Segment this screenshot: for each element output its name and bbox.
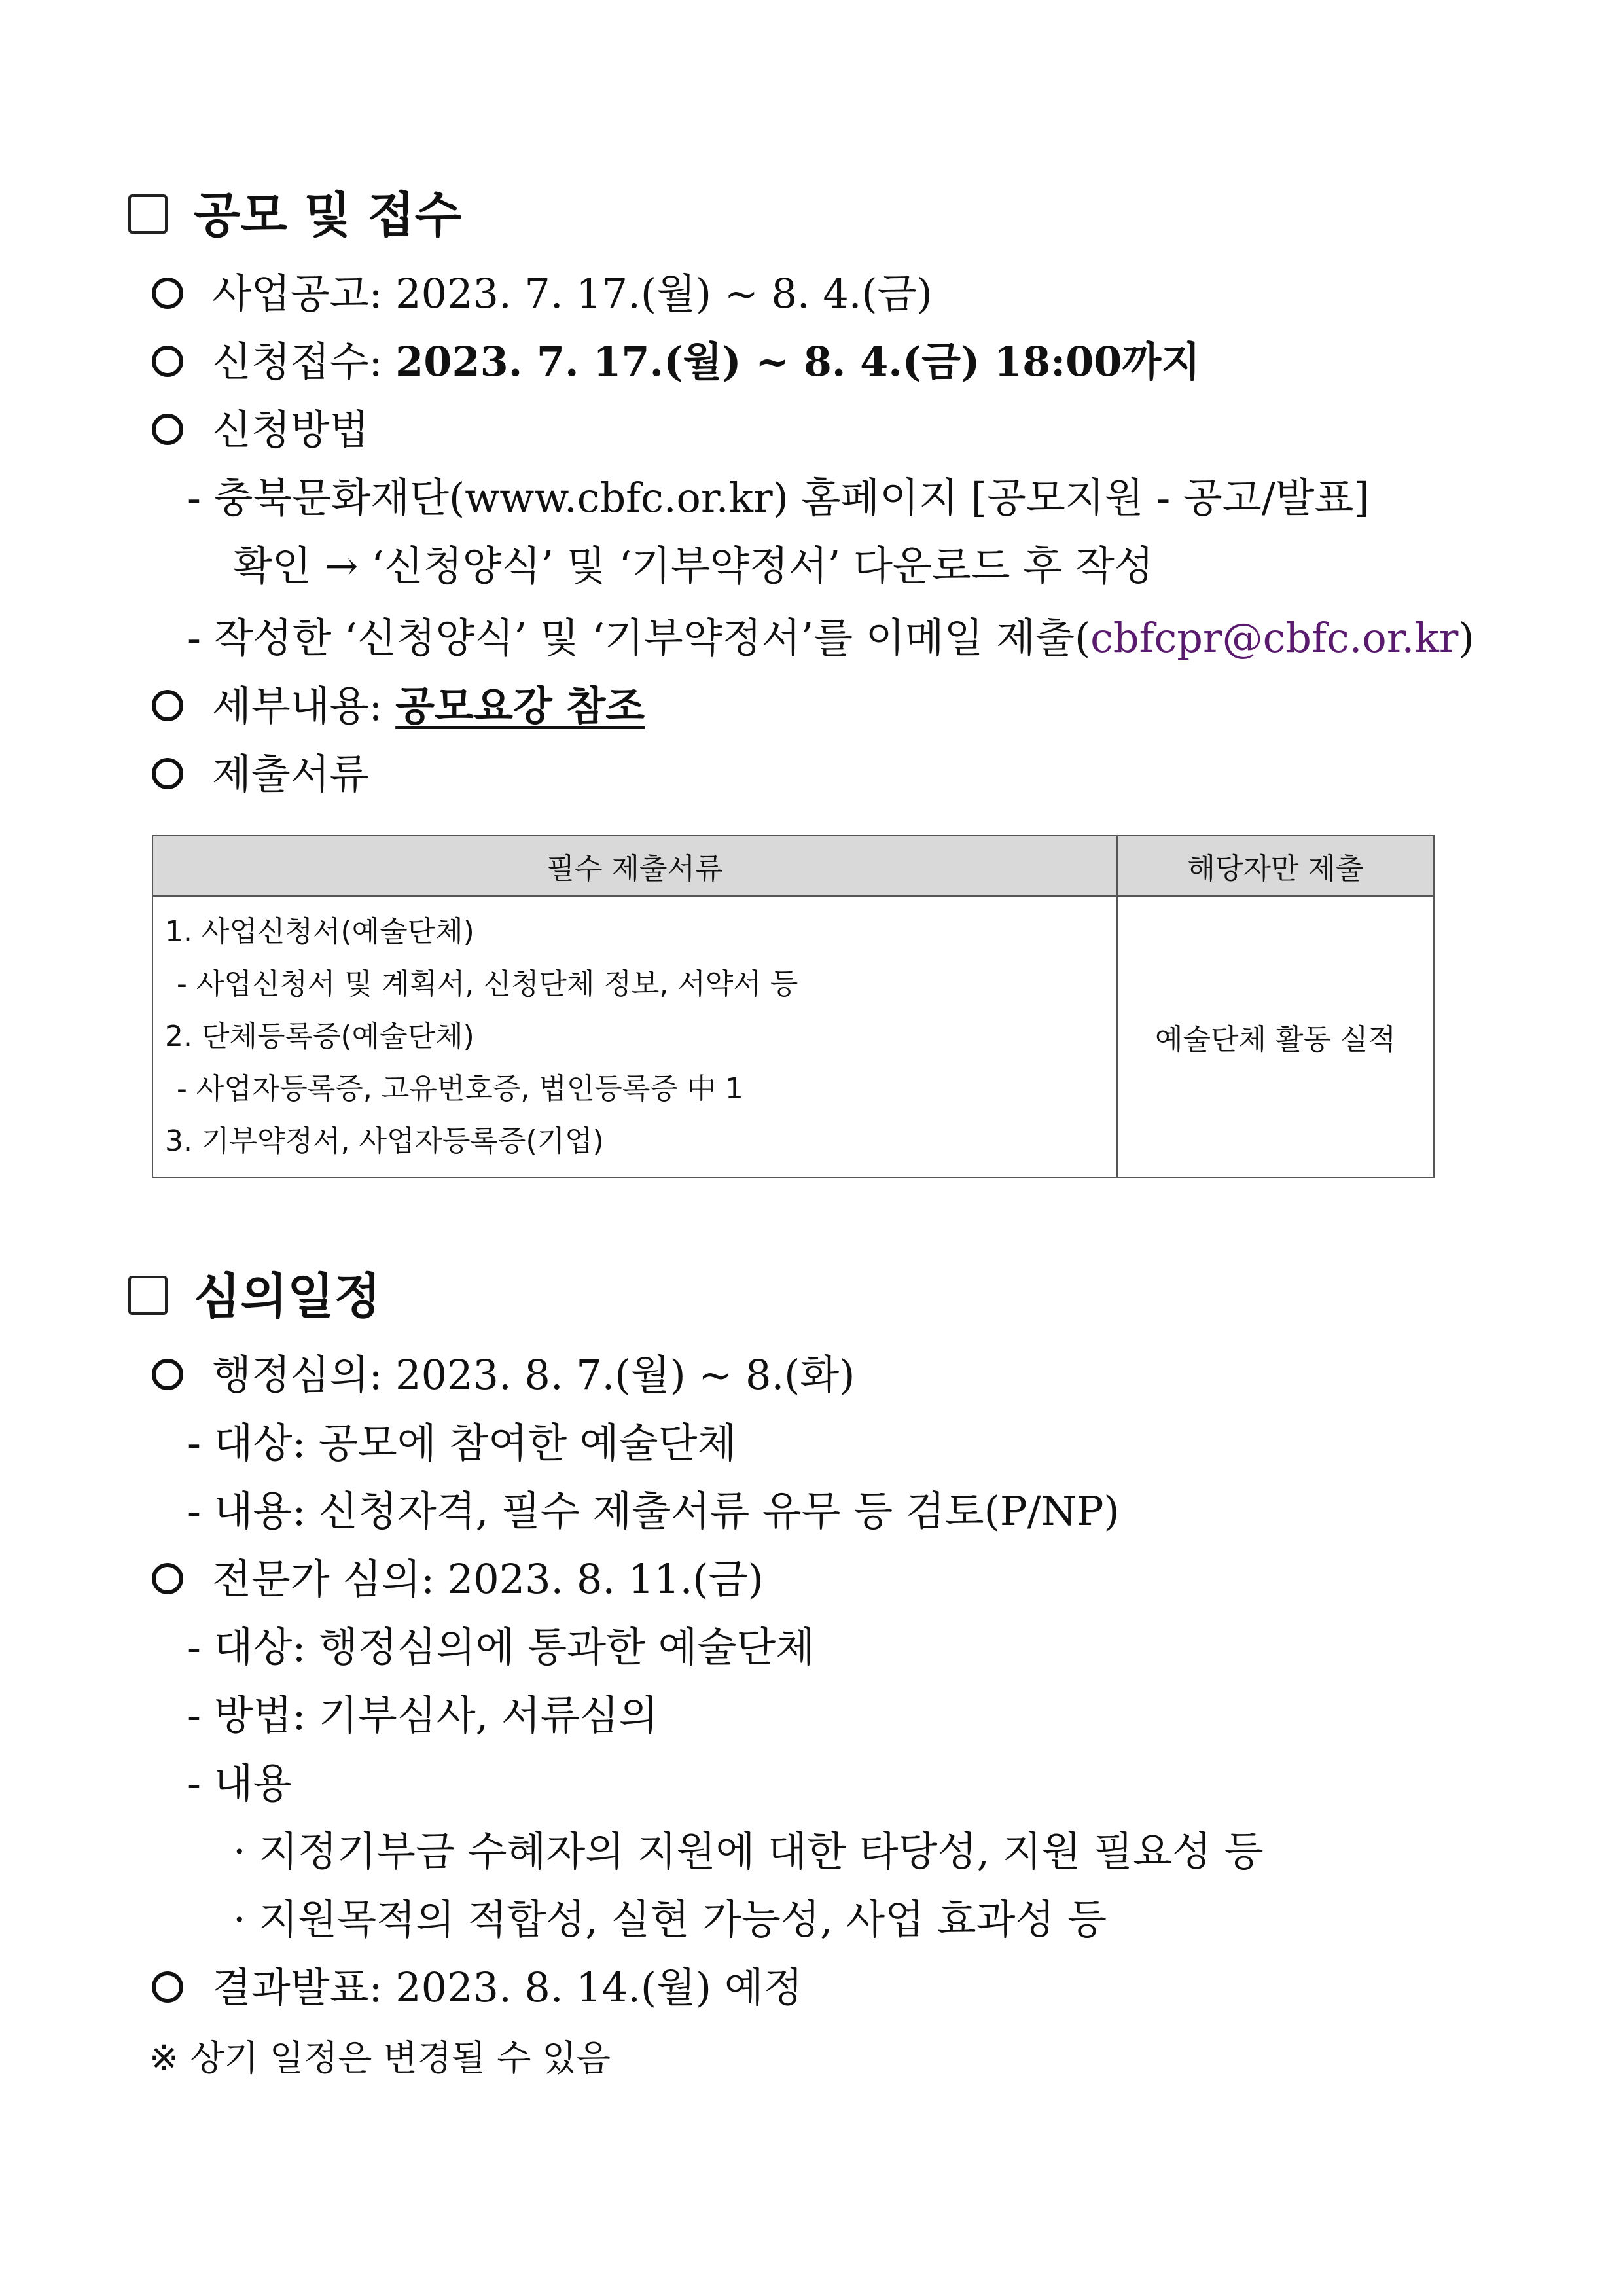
method-line-email: - 작성한 ‘신청양식’ 및 ‘기부약정서’를 이메일 제출(cbfcpr@cbfc.or.kr) (187, 614, 1474, 662)
item-announcement: 사업공고: 2023. 7. 17.(월) ~ 8. 4.(금) (152, 274, 933, 314)
item-application-method: 신청방법 (152, 410, 369, 450)
list-item: 1. 사업신청서(예술단체) (165, 915, 474, 948)
checkbox-square-icon (128, 1276, 168, 1315)
item-expert-review: 전문가 심의: 2023. 8. 11.(금) (152, 1559, 764, 1600)
method-line-download: 확인 → ‘신청양식’ 및 ‘기부약정서’ 다운로드 후 작성 (233, 542, 1154, 590)
list-item: 3. 기부약정서, 사업자등록증(기업) (165, 1124, 604, 1158)
item-details: 세부내용: 공모요강 참조 (152, 686, 645, 726)
circle-bullet-icon (152, 1563, 183, 1594)
expert-review-content: - 내용 (187, 1759, 293, 1807)
table-header-row (152, 836, 1434, 896)
item-documents: 제출서류 (152, 754, 369, 795)
circle-bullet-icon (152, 758, 183, 789)
circle-bullet-icon (152, 1359, 183, 1390)
item-result-announcement: 결과발표: 2023. 8. 14.(월) 예정 (152, 1967, 803, 2008)
list-item: - 사업자등록증, 고유번호증, 법인등록증 中 1 (177, 1072, 743, 1105)
schedule-change-note: ※ 상기 일정은 변경될 수 있음 (149, 2037, 611, 2079)
table-row (152, 896, 1434, 1177)
circle-bullet-icon (152, 690, 183, 721)
circle-bullet-icon (152, 1971, 183, 2003)
item-admin-review: 행정심의: 2023. 8. 7.(월) ~ 8.(화) (152, 1355, 855, 1395)
optional-documents-cell: 예술단체 활동 실적 (1117, 896, 1434, 1177)
section-heading-review: 심의일정 (128, 1272, 381, 1321)
required-documents-cell (152, 896, 1117, 1177)
email-link[interactable]: cbfcpr@cbfc.or.kr (1090, 614, 1459, 662)
admin-review-content: - 내용: 신청자격, 필수 제출서류 유무 등 검토(P/NP) (187, 1487, 1120, 1535)
header-required-documents: 필수 제출서류 (152, 836, 1117, 896)
documents-table (152, 835, 1435, 1178)
section-heading-application: 공모 및 접수 (128, 191, 461, 240)
expert-review-point: · 지정기부금 수혜자의 지원에 대한 타당성, 지원 필요성 등 (233, 1827, 1264, 1875)
circle-bullet-icon (152, 414, 183, 445)
checkbox-square-icon (128, 194, 168, 234)
circle-bullet-icon (152, 278, 183, 309)
circle-bullet-icon (152, 346, 183, 377)
method-line-homepage: - 충북문화재단(www.cbfc.or.kr) 홈페이지 [공모지원 - 공고/발표] (187, 474, 1370, 522)
header-optional-documents: 해당자만 제출 (1117, 836, 1434, 896)
guideline-reference-link[interactable]: 공모요강 참조 (395, 682, 645, 730)
expert-review-method: - 방법: 기부심사, 서류심의 (187, 1691, 658, 1739)
item-application-period: 신청접수: 2023. 7. 17.(월) ~ 8. 4.(금) 18:00까지 (152, 342, 1200, 382)
list-item: 2. 단체등록증(예술단체) (165, 1020, 474, 1053)
expert-review-point: · 지원목적의 적합성, 실현 가능성, 사업 효과성 등 (233, 1895, 1107, 1943)
admin-review-target: - 대상: 공모에 참여한 예술단체 (187, 1419, 737, 1467)
expert-review-target: - 대상: 행정심의에 통과한 예술단체 (187, 1623, 815, 1671)
list-item: - 사업신청서 및 계획서, 신청단체 정보, 서약서 등 (177, 967, 798, 1001)
